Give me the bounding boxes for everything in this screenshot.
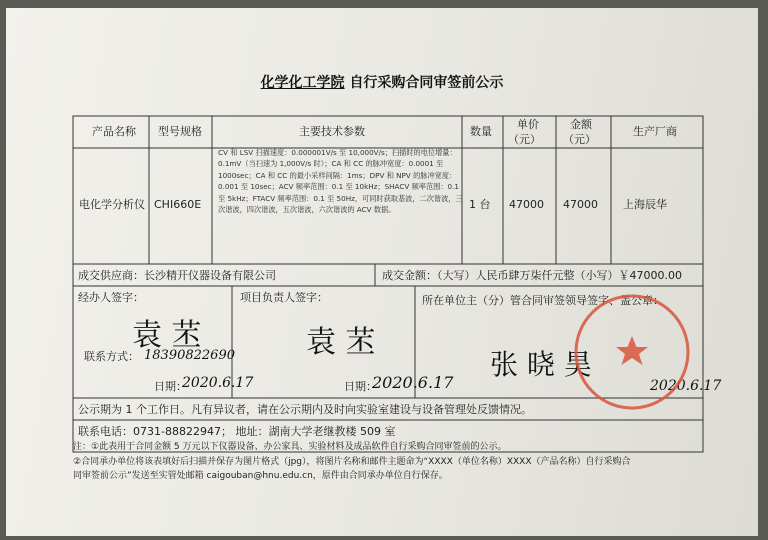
- supplier-label-text: 成交供应商：: [78, 269, 144, 282]
- phone-value: 0731-88822947；: [133, 425, 232, 438]
- handler-contact-label: 联系方式：: [84, 350, 139, 363]
- address-value: 湖南大学老继教楼 509 室: [268, 425, 396, 438]
- project-lead-date-value: 2020.6.17: [372, 373, 454, 392]
- cell-unit-price: 47000: [509, 198, 544, 211]
- header-product-name: 产品名称: [92, 125, 136, 138]
- header-amount-unit: （元）: [563, 133, 596, 146]
- handler-date-value: 2020.6.17: [182, 375, 254, 391]
- title-rest: 自行采购合同审签前公示: [349, 75, 504, 91]
- project-lead-signature: 袁 苤: [306, 325, 376, 360]
- supplier-value: 长沙精开仪器设备有限公司: [144, 269, 276, 282]
- cell-amount: 47000: [563, 198, 598, 211]
- cell-params: CV 和 LSV 扫描速度：0.000001V/s 至 10,000V/s；扫描时的电位增量：0.1mV（当扫速为 1,000V/s 时）；CA 和 CC 的脉冲宽度：0.0001 至 1000sec；CA 和 CC 的最小采样间隔：1ms；DPV 和 NPV 的脉冲宽度：0.001 至 10sec；ACV 频率范围：0.1 至 10kHz；SHACV 频率范围：0.1 至 5kHz；FTACV 频率范围：0.1 至 50Hz，可同时获取基波，二次谐波，三次谐波，四次谐波，五次谐波，六次谐波的 ACV 数据。: [218, 148, 463, 215]
- header-params: 主要技术参数: [299, 125, 365, 138]
- supplier-label: [78, 269, 276, 282]
- header-unit-price-unit: （元）: [508, 133, 541, 146]
- header-qty: 数量: [470, 125, 492, 138]
- cell-model: CHI660E: [154, 198, 202, 211]
- cell-product-name: 电化学分析仪: [79, 198, 145, 211]
- note-line-2: ②合同承办单位将该表填好后扫描并保存为图片格式（jpg），将图片名称和邮件主题命为“XXXX（单位名称）XXXX（产品名称）自行采购合: [73, 457, 631, 467]
- project-lead-date-label: 日期：: [344, 380, 377, 393]
- header-unit-price: 单价: [517, 118, 539, 131]
- contact-info: [78, 425, 395, 438]
- title-college: 化学化工学院: [260, 75, 345, 91]
- cell-maker: 上海辰华: [623, 198, 667, 211]
- unit-lead-date-value: 2020.6.17: [650, 378, 722, 394]
- header-model: 型号规格: [158, 125, 202, 138]
- official-seal-icon: [572, 292, 692, 412]
- note-line-1: 注：①此表用于合同金额 5 万元以下仪器设备、办公家具、实验材料及成品软件自行采购合同审签前的公示。: [73, 442, 507, 452]
- handler-date-label: 日期：: [154, 380, 187, 393]
- note-line-3: 同审签前公示”发送至实管处邮箱 caigouban@hnu.edu.cn，原件由合同承办单位自行保存。: [73, 471, 448, 481]
- header-amount: 金额: [570, 118, 592, 131]
- address-label: 地址：: [235, 425, 269, 438]
- header-maker: 生产厂商: [633, 125, 677, 138]
- unit-lead-signature: 张 晓 昊: [490, 348, 592, 381]
- cell-qty: 1 台: [469, 198, 491, 211]
- announcement-period: 公示期为 1 个工作日。凡有异议者，请在公示期内及时向实验室建设与设备管理处反馈情况。: [78, 403, 532, 416]
- unit-lead-label: 所在单位主（分）管合同审签领导签字、盖公章：: [422, 294, 664, 307]
- handler-contact-value: 18390822690: [144, 348, 235, 363]
- handler-label: 经办人签字：: [78, 291, 144, 304]
- document-paper: [6, 8, 758, 536]
- project-lead-label: 项目负责人签字：: [240, 291, 328, 304]
- total-amount: 成交金额：（大写）人民币肆万柒仟元整（小写）￥47000.00: [382, 269, 682, 282]
- handler-signature: 袁 苤: [132, 318, 202, 353]
- phone-label: 联系电话：: [78, 425, 133, 438]
